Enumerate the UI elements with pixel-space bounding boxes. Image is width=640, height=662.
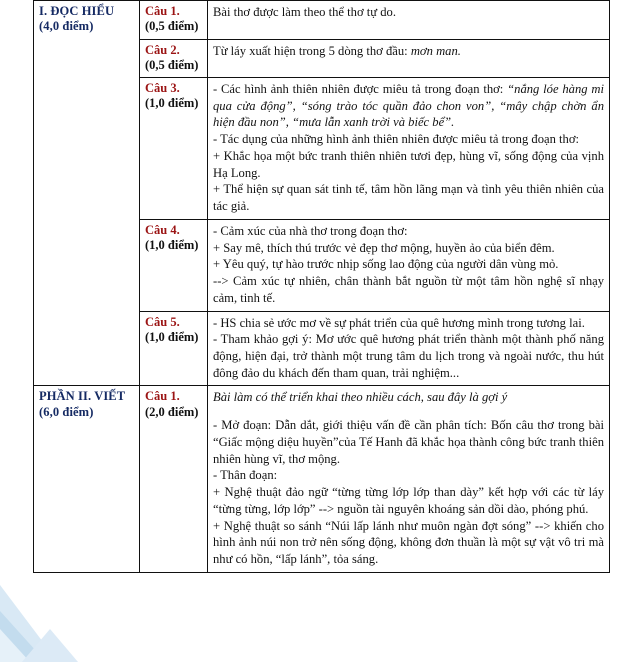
answer-line-quote: mơn man. bbox=[410, 43, 461, 58]
answer-content-cell bbox=[208, 386, 610, 572]
answer-key-table bbox=[33, 0, 610, 573]
question-label bbox=[145, 43, 202, 74]
answer-line: + Nghệ thuật đảo ngữ “từng từng lớp lớp than dày” kết hợp với các từ láy “từng từng, lớp lớp” --> nguồn tài nguyên khoáng sản dồi dào, phóng phú. bbox=[213, 485, 604, 516]
section-points: (6,0 điểm) bbox=[39, 404, 94, 419]
question-points: (1,0 điểm) bbox=[145, 329, 199, 344]
question-cell bbox=[140, 311, 208, 386]
answer-content bbox=[213, 389, 604, 567]
section-title: I. ĐỌC HIỂU bbox=[39, 4, 115, 18]
question-cell bbox=[140, 39, 208, 78]
question-label bbox=[145, 315, 202, 346]
question-label bbox=[145, 389, 202, 420]
section-cell bbox=[34, 386, 140, 572]
corner-watermark-decoration bbox=[0, 567, 110, 662]
answer-line: - Tác dụng của những hình ảnh thiên nhiên được miêu tả trong đoạn thơ: bbox=[213, 132, 579, 147]
question-points: (0,5 điểm) bbox=[145, 57, 199, 72]
question-points: (1,0 điểm) bbox=[145, 238, 199, 253]
answer-line: - Mở đoạn: Dẫn dắt, giới thiệu vấn đề cần phân tích: Bốn câu thơ trong bài “Giấc mộng diệu huyền”của Tế Hanh đã khắc họa thành công bức tranh thiên nhiên hùng vĩ, thơ mộng. bbox=[213, 418, 604, 466]
question-cell bbox=[140, 1, 208, 40]
answer-key-sheet bbox=[33, 0, 609, 573]
question-number: Câu 1. bbox=[145, 389, 180, 404]
question-points: (2,0 điểm) bbox=[145, 404, 199, 419]
answer-line: + Khắc họa một bức tranh thiên nhiên tươi đẹp, hùng vĩ, sống động của vịnh Hạ Long. bbox=[213, 148, 604, 180]
answer-content bbox=[213, 223, 604, 307]
question-number: Câu 2. bbox=[145, 42, 180, 57]
answer-line: Bài thơ được làm theo thể thơ tự do. bbox=[213, 5, 396, 19]
section-title: PHẦN II. VIẾT bbox=[39, 389, 126, 404]
question-number: Câu 5. bbox=[145, 314, 180, 329]
section-label bbox=[39, 4, 134, 35]
question-cell bbox=[140, 219, 208, 311]
question-cell bbox=[140, 386, 208, 572]
question-points: (1,0 điểm) bbox=[145, 96, 199, 111]
answer-line: - Thân đoạn: bbox=[213, 468, 278, 483]
question-number: Câu 4. bbox=[145, 222, 180, 237]
answer-content-cell bbox=[208, 1, 610, 40]
answer-content-cell bbox=[208, 311, 610, 386]
answer-line: - Tham khảo gợi ý: Mơ ước quê hương phát triển thành một thành phố năng động, hiện đại, trở thành một trung tâm du lịch trong và ngoài nước, thu hút đông đảo du khách đến tham quan, trải nghiệm... bbox=[213, 332, 604, 380]
answer-line-quote: “nắng lóe hàng mi qua cửa động”, “sóng trào tóc quần đảo chon von”, “mây chập chờn ẩn hiện đầu non”, “mưa lẫn xanh trời và biếc bể”. bbox=[213, 82, 604, 130]
question-number: Câu 3. bbox=[145, 81, 180, 95]
answer-line: + Yêu quý, tự hào trước nhịp sống lao động của người dân vùng mỏ. bbox=[213, 257, 559, 272]
answer-content-cell bbox=[208, 39, 610, 78]
answer-content-cell bbox=[208, 78, 610, 220]
question-points: (0,5 điểm) bbox=[145, 19, 199, 34]
section-label bbox=[39, 389, 134, 420]
answer-content bbox=[213, 43, 604, 60]
table-row bbox=[34, 386, 610, 572]
answer-content bbox=[213, 81, 604, 215]
answer-line-text: - Các hình ảnh thiên nhiên được miêu tả trong đoạn thơ: bbox=[213, 82, 508, 96]
question-number: Câu 1. bbox=[145, 4, 180, 18]
answer-line-text: Từ láy xuất hiện trong 5 dòng thơ đầu: bbox=[213, 43, 411, 58]
answer-content-cell bbox=[208, 219, 610, 311]
answer-line bbox=[213, 81, 604, 131]
section-cell bbox=[34, 1, 140, 386]
answer-line: + Say mê, thích thú trước vẻ đẹp thơ mộng, huyền ảo của biển đêm. bbox=[213, 240, 555, 255]
question-label bbox=[145, 4, 202, 35]
table-body bbox=[34, 1, 610, 573]
table-row bbox=[34, 1, 610, 40]
answer-content bbox=[213, 315, 604, 382]
question-label bbox=[145, 81, 202, 112]
answer-line bbox=[213, 43, 604, 60]
answer-line: - HS chia sẻ ước mơ về sự phát triển của quê hương mình trong tương lai. bbox=[213, 315, 585, 330]
question-label bbox=[145, 223, 202, 254]
question-cell bbox=[140, 78, 208, 220]
section-points: (4,0 điểm) bbox=[39, 19, 94, 34]
answer-line: + Nghệ thuật so sánh “Núi lấp lánh như muôn ngàn đợt sóng” --> khiến cho hình ảnh núi non trở nên sống động, không đơn thuần là một sự vật vô tri mà như có hồn, “lấp lánh”, tỏa sáng. bbox=[213, 518, 604, 567]
answer-line: Bài làm có thể triển khai theo nhiều cách, sau đây là gợi ý bbox=[213, 390, 508, 405]
answer-line: --> Cảm xúc tự nhiên, chân thành bắt nguồn từ một tâm hồn nghệ sĩ nhạy cảm, tinh tế. bbox=[213, 274, 604, 305]
answer-line: - Cảm xúc của nhà thơ trong đoạn thơ: bbox=[213, 223, 408, 238]
answer-line: + Thể hiện sự quan sát tinh tế, tâm hồn lãng mạn và tình yêu thiên nhiên của tác giả. bbox=[213, 182, 604, 214]
answer-content bbox=[213, 4, 604, 21]
